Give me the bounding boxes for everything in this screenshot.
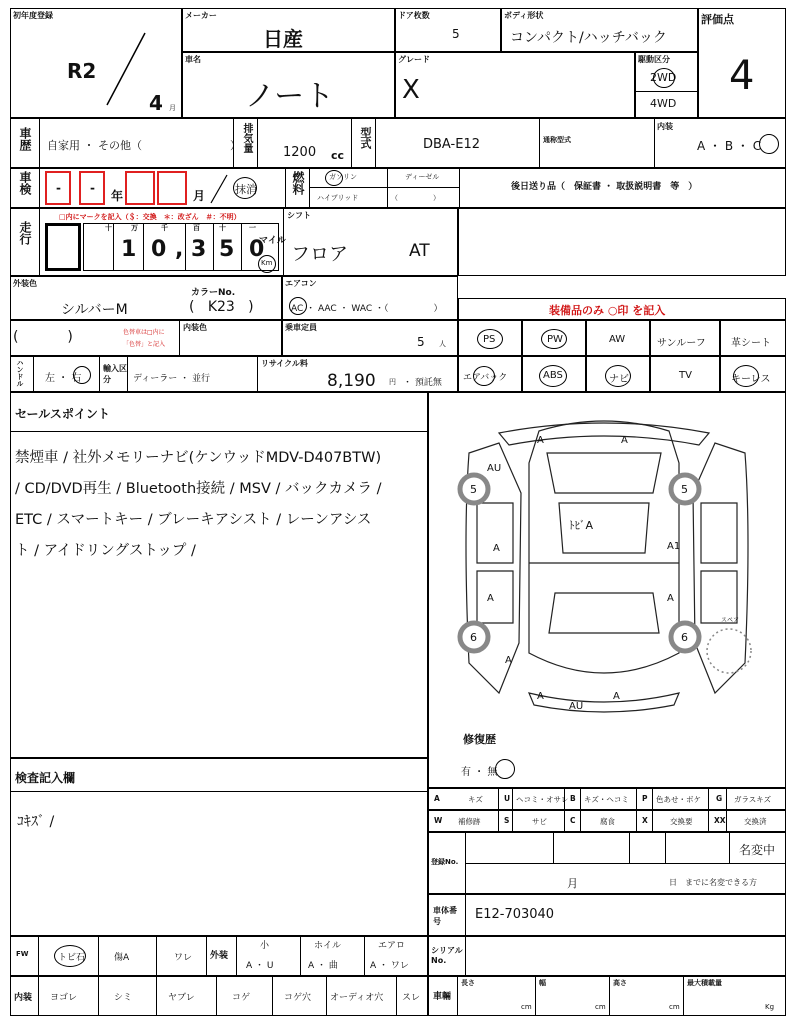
int-item: オーディオ穴 (330, 993, 384, 1003)
width-unit: cm (595, 1003, 606, 1011)
recycle-value: 8,190 (327, 371, 376, 391)
score-value: 4 (729, 53, 755, 99)
circle-mark (605, 365, 631, 387)
fuel-other: （ ） (391, 194, 440, 202)
legend-desc: キズ (468, 795, 483, 804)
sales-line-1: 禁煙車 / 社外メモリーナビ(ケンウッドMDV-D407BTW) (15, 450, 382, 466)
fw-circle-mark (54, 945, 86, 967)
ext-vals: A ・ 曲 (308, 961, 338, 971)
dimensions-label: 車輛 (433, 992, 452, 1002)
sales-points-panel (10, 392, 428, 758)
legend-desc: 交換要 (670, 817, 693, 826)
doors-label: ドア枚数 (398, 11, 430, 20)
repair-history-label: 修復歴 (463, 733, 496, 746)
spare-label: スペア (721, 617, 740, 624)
color-change-note-2: 「色替」と記入 (123, 341, 166, 348)
name-label: 車名 (185, 55, 201, 64)
ac-label: エアコン (285, 279, 317, 288)
interior-color-label: 内装色 (183, 323, 207, 332)
fuel-hybrid: ハイブリッド (317, 194, 359, 202)
month-unit: 月 (169, 104, 176, 112)
damage-mark: A (487, 593, 494, 604)
history-label: 車歴 (18, 127, 32, 151)
int-item: コゲ (232, 993, 251, 1003)
grade-value: X (402, 75, 420, 105)
sales-line-4: ト / アイドリングストップ / (15, 543, 196, 559)
km-label: Km (261, 259, 273, 267)
body-value: コンパクト/ハッチバック (510, 30, 667, 46)
first-registration-cell (10, 8, 182, 118)
displacement-value: 1200 (283, 145, 317, 160)
ext-vals: A ・ ワレ (370, 961, 409, 971)
drive-cell (635, 52, 698, 118)
ext-head: ホイル (314, 941, 342, 951)
interior-circle-mark (759, 134, 779, 154)
legend-code: X (642, 816, 648, 825)
equip-airbag[interactable]: エアバック (458, 356, 522, 392)
first-registration-era: R2 (67, 59, 97, 83)
score-cell (698, 8, 786, 118)
equip-ps[interactable]: PS (458, 320, 522, 356)
sales-line-3: ETC / スマートキー / ブレーキアシスト / レーンアシス (15, 512, 372, 528)
height-unit: cm (669, 1003, 680, 1011)
damage-mark: A1 (667, 541, 681, 552)
width-label: 幅 (539, 979, 546, 987)
chassis-value: E12-703040 (475, 907, 555, 922)
fw-item: ワレ (174, 953, 193, 963)
name-change-label: 名変中 (739, 843, 776, 857)
chassis-label: 車体番号 (433, 906, 457, 926)
car-diagram (429, 393, 785, 723)
handle-circle-mark (73, 366, 91, 384)
shift-label: シフト (287, 211, 311, 220)
equip-keyless[interactable]: キーレス (720, 356, 786, 392)
damage-mark: ﾄﾋﾞA (569, 519, 594, 532)
registration-no-label: 登録No. (431, 858, 459, 866)
repair-circle-mark (495, 759, 515, 779)
damage-mark: A (537, 435, 544, 446)
grade-label: グレード (398, 55, 430, 64)
load-unit: Kg (765, 1003, 775, 1011)
maker-value: 日産 (263, 27, 303, 51)
circle-mark (733, 365, 759, 387)
mileage-digit-2: 0 (151, 237, 167, 262)
equipment-grid (458, 320, 786, 392)
sales-points-text (15, 443, 382, 567)
drive-label: 駆動区分 (638, 55, 670, 64)
interior-color-row (10, 320, 282, 356)
int-item: スレ (402, 993, 421, 1003)
int-item: コゲ穴 (284, 993, 312, 1003)
legend-code: B (570, 794, 576, 803)
documents-line: 後日送り品（ 保証書 ・ 取扱説明書 等 ） (511, 182, 698, 192)
legend-desc: 色あせ・ボケ (656, 795, 701, 804)
circle-mark (539, 365, 567, 387)
month-unit: 月 (193, 189, 206, 203)
inspection-notes-panel (10, 758, 428, 936)
length-label: 長さ (461, 979, 475, 987)
serial-panel (428, 936, 786, 976)
maker-cell (182, 8, 395, 52)
inspection-label: 車検 (18, 171, 32, 195)
damage-mark: A (621, 435, 628, 446)
damage-mark: AU (569, 701, 584, 712)
equip-tv[interactable]: TV (650, 356, 720, 392)
mileage-comma: , (175, 237, 184, 262)
inspection-year-box-2[interactable]: - (79, 171, 105, 205)
color-no-label: カラーNo. (191, 288, 236, 298)
color-no-value: ( K23 ) (189, 299, 254, 315)
inspection-row (10, 168, 786, 208)
color-change-note-1: 色替車は□内に (123, 329, 165, 336)
legend-code: XX (714, 816, 726, 825)
inspection-month-box-1[interactable] (125, 171, 155, 205)
inspection-notes-label: 検査記入欄 (15, 771, 76, 785)
legend-code: S (504, 816, 510, 825)
inspection-month-box-2[interactable] (157, 171, 187, 205)
sales-points-label: セールスポイント (15, 407, 110, 421)
legend-code: G (716, 794, 723, 803)
grade-cell (395, 52, 635, 118)
car-diagram-panel (428, 392, 786, 788)
chassis-panel (428, 894, 786, 936)
fw-item: 傷A (114, 953, 130, 963)
shift-value: フロア (291, 243, 349, 265)
mileage-digit-4: 5 (219, 237, 235, 262)
ext-head: 小 (260, 941, 270, 951)
year-unit: 年 (111, 189, 124, 203)
fw-grid (10, 936, 428, 976)
handle-row (10, 356, 458, 392)
damage-mark: A (667, 593, 674, 604)
legend-desc: 交換済 (744, 817, 767, 826)
reg-month-unit: 月 (567, 877, 578, 890)
damage-mark: 5 (470, 483, 477, 496)
import-label: 輸入区分 (103, 364, 127, 384)
inspection-year-box-1[interactable]: - (45, 171, 71, 205)
expired-option: 抹消 (235, 183, 257, 196)
interior-color-paren: ( ) (13, 329, 73, 345)
cc-unit: cc (331, 149, 345, 162)
name-value: ノート (245, 79, 335, 114)
interior-grid (10, 976, 428, 1016)
mileage-digit-3: 3 (191, 237, 207, 262)
documents-area (458, 208, 786, 276)
equip-leather[interactable]: 革シート (720, 320, 786, 356)
ext-vals: A ・ U (246, 961, 274, 971)
interior-damage-label: 内装 (14, 993, 33, 1003)
transmission-value: AT (409, 241, 430, 261)
exterior-color-label: 外装色 (13, 279, 37, 288)
equip-navi[interactable]: ナビ (586, 356, 650, 392)
ac-circle-mark (289, 297, 307, 315)
exterior-color-cell (10, 276, 282, 320)
mileage-note: □内にマークを記入（＄：交換 ＊：改ざん ＃：不明） (59, 213, 241, 221)
handle-value: 左 ・ 右 (45, 373, 82, 384)
damage-mark: 5 (681, 483, 688, 496)
displacement-label: 排気量 (241, 123, 252, 153)
body-label: ボディ形状 (504, 11, 544, 20)
fuel-diesel: ディーゼル (405, 173, 440, 181)
dimensions-panel (428, 976, 786, 1016)
legend-desc: サビ (532, 817, 547, 826)
fuel-label-text: 燃料 (291, 171, 305, 195)
drive-2wd: 2WD (650, 71, 677, 84)
exterior-color-value: シルバーM (61, 302, 128, 318)
length-unit: cm (521, 1003, 532, 1011)
mileage-digit-5: 0 (249, 237, 265, 262)
registration-panel (428, 832, 786, 894)
expired-circle-mark (233, 177, 257, 199)
drive-4wd: 4WD (650, 97, 677, 110)
model-label: 型式 (359, 127, 372, 149)
doors-cell (395, 8, 501, 52)
damage-mark: A (613, 691, 620, 702)
repair-history-value: 有 ・ 無 (461, 767, 498, 778)
damage-mark: A (505, 655, 512, 666)
interior-label: 内装 (657, 122, 673, 131)
int-item: ヨゴレ (50, 993, 78, 1003)
import-value: ディーラー ・ 並行 (133, 374, 211, 384)
body-cell (501, 8, 698, 52)
fuel-gasoline: ガソリン (329, 173, 357, 181)
common-model-label: 通称型式 (543, 136, 571, 144)
first-registration-label: 初年度登録 (13, 11, 53, 20)
legend-desc: ヘコミ・オサレ (516, 795, 569, 804)
name-cell (182, 52, 395, 118)
int-item: ヤブレ (168, 993, 195, 1003)
equip-abs[interactable]: ABS (522, 356, 586, 392)
sales-line-2: / CD/DVD再生 / Bluetooth接続 / MSV / バックカメラ / (15, 481, 382, 497)
ac-options: AC ・ AAC ・ WAC ・（ ） (291, 304, 443, 314)
damage-mark: 6 (681, 631, 688, 644)
legend-desc: キズ・ヘコミ (584, 795, 629, 804)
equip-aw[interactable]: AW (586, 320, 650, 356)
legend-code: P (642, 794, 648, 803)
legend-code: U (504, 794, 511, 803)
slash-mark (101, 29, 151, 109)
fuel-circle-mark (325, 170, 343, 186)
legend-desc: 腐食 (600, 817, 615, 826)
mile-label: マイル (259, 236, 286, 246)
circle-mark (473, 366, 495, 386)
damage-mark: A (537, 691, 544, 702)
score-label: 評価点 (701, 13, 734, 26)
doors-value: 5 (452, 27, 460, 41)
mileage-digit-1: 1 (121, 237, 137, 262)
legend-code: C (570, 816, 576, 825)
fw-label: FW (16, 950, 29, 958)
history-row (10, 118, 786, 168)
km-circle-mark (258, 255, 276, 273)
ac-cell (282, 276, 458, 320)
handle-label: ハンドル (16, 359, 24, 387)
damage-mark: A (493, 543, 500, 554)
capacity-label: 乗車定員 (285, 323, 317, 332)
circle-mark (541, 329, 567, 349)
int-item: シミ (114, 993, 133, 1003)
equipment-title: 装備品のみ ○印 を記入 (549, 304, 666, 317)
model-value: DBA-E12 (423, 137, 480, 152)
damage-mark: 6 (470, 631, 477, 644)
equip-sunroof[interactable]: サンルーフ (650, 320, 720, 356)
load-label: 最大積載量 (687, 979, 722, 987)
mileage-label: 走行 (18, 221, 32, 245)
ext-head: エアロ (378, 941, 406, 951)
interior-grade: A ・ B ・ C (697, 139, 762, 153)
exterior-label: 外装 (210, 951, 229, 961)
inspection-slash (207, 173, 231, 205)
deposit-note: ・ 預託無 (403, 378, 442, 388)
drive-circle-mark (653, 68, 675, 88)
height-label: 高さ (613, 979, 627, 987)
inspection-notes-text: ｺｷｽﾞ / (17, 814, 55, 830)
capacity-unit: 人 (439, 340, 446, 348)
circle-mark (477, 329, 503, 349)
damage-mark: AU (487, 463, 502, 474)
reg-day-text: 日 までに名変できる方 (669, 878, 757, 887)
capacity-cell (282, 320, 458, 356)
damage-legend (428, 788, 786, 832)
legend-code: W (434, 816, 443, 825)
serial-label: シリアルNo. (431, 946, 463, 965)
fw-item: トビ石 (58, 953, 86, 963)
first-registration-month: 4 (149, 91, 163, 115)
history-options: 自家用 ・ その他（ ） (47, 139, 241, 152)
legend-desc: 補修跡 (458, 817, 481, 826)
maker-label: メーカー (185, 11, 217, 20)
legend-desc: ガラスキズ (734, 795, 772, 804)
recycle-label: リサイクル料 (261, 359, 308, 368)
equipment-title-cell (458, 298, 786, 320)
equip-pw[interactable]: PW (522, 320, 586, 356)
legend-code: A (434, 794, 440, 803)
yen-unit: 円 (389, 378, 396, 386)
capacity-value: 5 (417, 335, 425, 349)
mileage-row: 走行 □内にマークを記入（＄：交換 ＊：改ざん ＃：不明） 十 万 千 百 十 一 1 0 , 3 5 0 マイル Km シフト フロア AT (10, 208, 458, 276)
